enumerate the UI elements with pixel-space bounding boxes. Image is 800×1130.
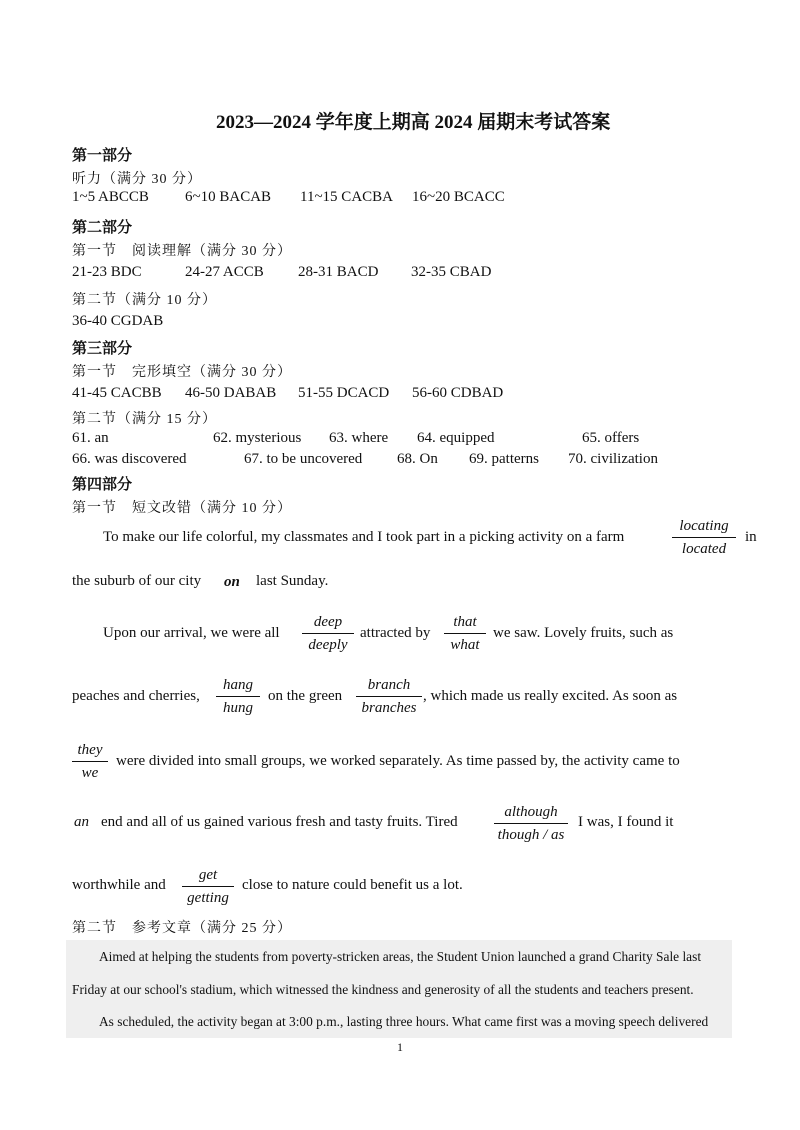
answer-group: 21-23 BDC [72,264,142,280]
grammar-answer: 66. was discovered [72,451,187,467]
correction [72,743,108,781]
answer-group: 24-27 ACCB [185,264,264,280]
essay-text: close to nature could benefit us a lot. [242,877,463,893]
part2-heading: 第二部分 [72,220,133,236]
page-title: 2023—2024 学年度上期高 2024 届期末考试答案 [216,112,611,133]
grammar-answer: 70. civilization [568,451,658,467]
essay-text: I was, I found it [578,814,674,830]
corrected-word: getting [187,890,229,906]
corrected-word: deeply [308,637,348,653]
wrong-word: they [72,743,108,762]
wrong-word: branch [356,678,422,697]
correction [672,519,736,557]
essay-text: , which made us really excited. As soon as [423,688,678,704]
reference-line: Friday at our school's stadium, which witnessed the kindness and generosity of all the students and teachers present. [72,982,694,997]
grammar-answer: 62. mysterious [213,430,302,446]
part2-sec2: 第二节（满分 10 分） [72,293,217,308]
correction [216,678,260,716]
corrected-word: though / as [497,827,565,843]
correction [356,678,422,716]
reference-essay [66,940,732,1038]
wrong-word: deep [302,615,354,634]
essay-text: we saw. Lovely fruits, such as [493,625,674,641]
answer-group: 6~10 BACAB [185,189,272,205]
essay-text: end and all of us gained various fresh and tasty fruits. Tired [101,814,458,830]
part2-sec2-answers: 36-40 CGDAB [72,313,164,329]
part1-heading: 第一部分 [72,148,133,164]
grammar-answer: 65. offers [582,430,640,446]
grammar-answer: 69. patterns [469,451,539,467]
corrected-word: branches [361,700,417,716]
essay-text: worthwhile and [72,877,166,893]
answer-group: 1~5 ABCCB [72,189,149,205]
part3-sec2: 第二节（满分 15 分） [72,412,217,427]
grammar-answer: 61. an [72,430,109,446]
grammar-row-2 [72,451,772,471]
wrong-word: although [494,805,568,824]
essay-text: the suburb of our city [72,573,202,589]
corrected-word: we [81,765,99,781]
essay-text: last Sunday. [256,573,329,589]
part1-answer-row [72,189,772,209]
answer-group: 11~15 CACBA [300,189,393,205]
answer-group: 16~20 BCACC [412,189,505,205]
correction [182,868,234,906]
grammar-answer: 68. On [397,451,438,467]
answer-group: 41-45 CACBB [72,385,162,401]
part4-heading: 第四部分 [72,477,133,493]
insert-mark: an [74,814,89,830]
grammar-row-1 [72,430,772,450]
corrected-word: located [681,541,727,557]
part2-sec1: 第一节 阅读理解（满分 30 分） [72,244,292,259]
essay-text: peaches and cherries, [72,688,200,704]
wrong-word: hang [216,678,260,697]
answer-group: 32-35 CBAD [411,264,492,280]
essay-text: attracted by [360,625,431,641]
essay-text: To make our life colorful, my classmates and I took part in a picking activity on a farm [103,529,625,545]
answer-group: 56-60 CDBAD [412,385,504,401]
page-number: 1 [397,1040,403,1054]
grammar-answer: 67. to be uncovered [244,451,363,467]
wrong-word: get [182,868,234,887]
grammar-answer: 64. equipped [417,430,495,446]
reference-line: As scheduled, the activity began at 3:00 p.m., lasting three hours. What came first was a moving speech delivered [99,1014,709,1029]
essay-text: on the green [268,688,343,704]
insert-mark: on [224,574,240,590]
part3-sec1: 第一节 完形填空（满分 30 分） [72,365,292,380]
wrong-word: locating [672,519,736,538]
essay-text: were divided into small groups, we worked separately. As time passed by, the activity came to [116,753,680,769]
correction [302,615,354,653]
essay-text: Upon our arrival, we were all [103,625,280,641]
part3-heading: 第三部分 [72,341,133,357]
essay-text: in [745,529,757,545]
correction [494,805,568,843]
answer-group: 51-55 DCACD [298,385,390,401]
corrected-word: hung [223,700,253,716]
part3-answer-row [72,385,772,405]
wrong-word: that [444,615,486,634]
part4-sec2: 第二节 参考文章（满分 25 分） [72,921,292,936]
part1-sub: 听力（满分 30 分） [72,172,202,187]
answer-group: 46-50 DABAB [185,385,277,401]
corrected-word: what [450,637,480,653]
answer-group: 28-31 BACD [298,264,379,280]
part4-sec1: 第一节 短文改错（满分 10 分） [72,501,292,516]
correction [444,615,486,653]
reference-line: Aimed at helping the students from poverty-stricken areas, the Student Union launched a grand Charity Sale last [99,949,702,964]
grammar-answer: 63. where [329,430,389,446]
part2-answer-row [72,264,772,284]
